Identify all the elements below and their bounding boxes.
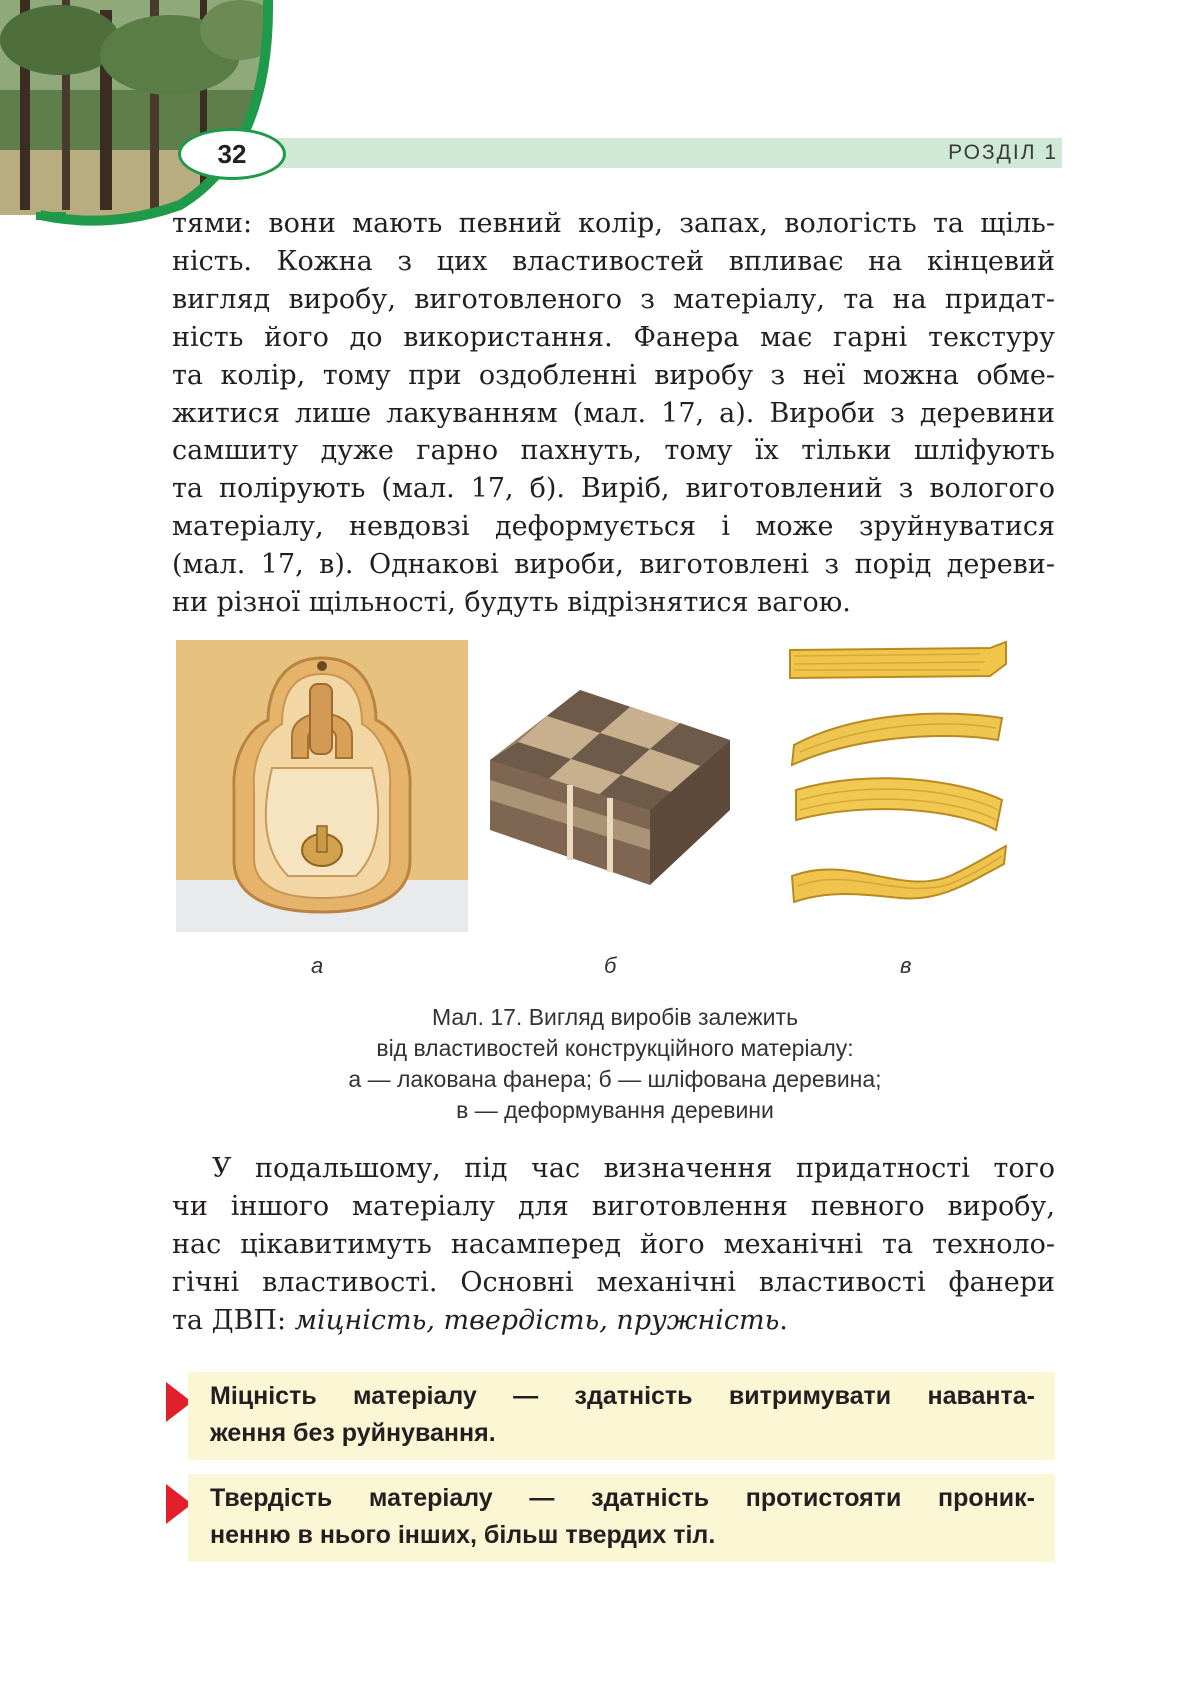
text-line: тями: вони мають певний колір, запах, вологість та щіль- (172, 208, 1055, 239)
definition-line: Міцність матеріалу — здатність витримувати наванта- (210, 1382, 1035, 1410)
paragraph-2 (172, 1150, 1055, 1340)
definition-line: ненню в нього інших, більш твердих тіл. (210, 1521, 716, 1549)
text-line: самшиту дуже гарно пахнуть, тому їх тільки шліфують (172, 435, 1055, 467)
sanded-wood-box-image (470, 670, 760, 920)
text-line: ність його до використання. Фанера має гарні текстуру (172, 321, 1055, 353)
text-end: . (779, 1304, 788, 1336)
text-line: У подальшому, під час визначення придатності того (212, 1153, 1055, 1184)
figure-17 (170, 640, 1060, 940)
definition-hardness (188, 1474, 1055, 1562)
paragraph-1 (172, 205, 1055, 622)
text-line: матеріалу, невдовзі деформується і може зруйнуватися (172, 511, 1055, 543)
text-line (172, 1302, 1055, 1340)
caption-line: в — деформування деревини (456, 1097, 774, 1123)
caption-line: від властивостей конструкційного матеріалу: (376, 1035, 854, 1061)
figure-label-b: б (604, 953, 617, 978)
text-line: гічні властивості. Основні механічні властивості фанери (172, 1266, 1055, 1298)
text-line: вигляд виробу, виготовленого з матеріалу, та на придат- (172, 283, 1055, 315)
definition-line: Твердість матеріалу — здатність протистояти проник- (210, 1484, 1035, 1512)
figure-label-c: в (900, 953, 912, 978)
caption-line: а — лакована фанера; б — шліфована деревина; (348, 1066, 882, 1092)
page-number: 32 (178, 128, 286, 180)
definition-strength (188, 1372, 1055, 1460)
text-line: чи іншого матеріалу для виготовлення певного виробу, (172, 1190, 1055, 1222)
text-line: та полірують (мал. 17, б). Виріб, виготовлений з вологого (172, 473, 1055, 505)
header-band (262, 138, 1062, 168)
deformed-wood-image (780, 640, 1070, 932)
lacquered-plywood-image (176, 640, 468, 932)
text-line: житися лише лакуванням (мал. 17, а). Вироби з деревини (172, 397, 1055, 429)
text-line: ни різної щільності, будуть відрізнятися вагою. (172, 587, 851, 619)
caption-line: Мал. 17. Вигляд виробів залежить (431, 1004, 799, 1030)
text-line: (мал. 17, в). Однакові вироби, виготовлені з порід дереви- (172, 549, 1055, 581)
figure-label-a: а (311, 953, 324, 978)
forest-corner-image (0, 0, 290, 230)
text-line: та колір, тому при оздобленні виробу з неї можна обме- (172, 359, 1055, 391)
text-line: нас цікавитимуть насамперед його механічні та техноло- (172, 1228, 1055, 1260)
properties-terms: міцність, твердість, пружність (294, 1304, 780, 1336)
section-label: РОЗДІЛ 1 (948, 141, 1058, 164)
definition-line: ження без руйнування. (210, 1419, 496, 1447)
text-lead: та ДВП: (172, 1304, 295, 1336)
text-line: ність. Кожна з цих властивостей впливає на кінцевий (172, 245, 1055, 277)
figure-caption (270, 1002, 960, 1126)
